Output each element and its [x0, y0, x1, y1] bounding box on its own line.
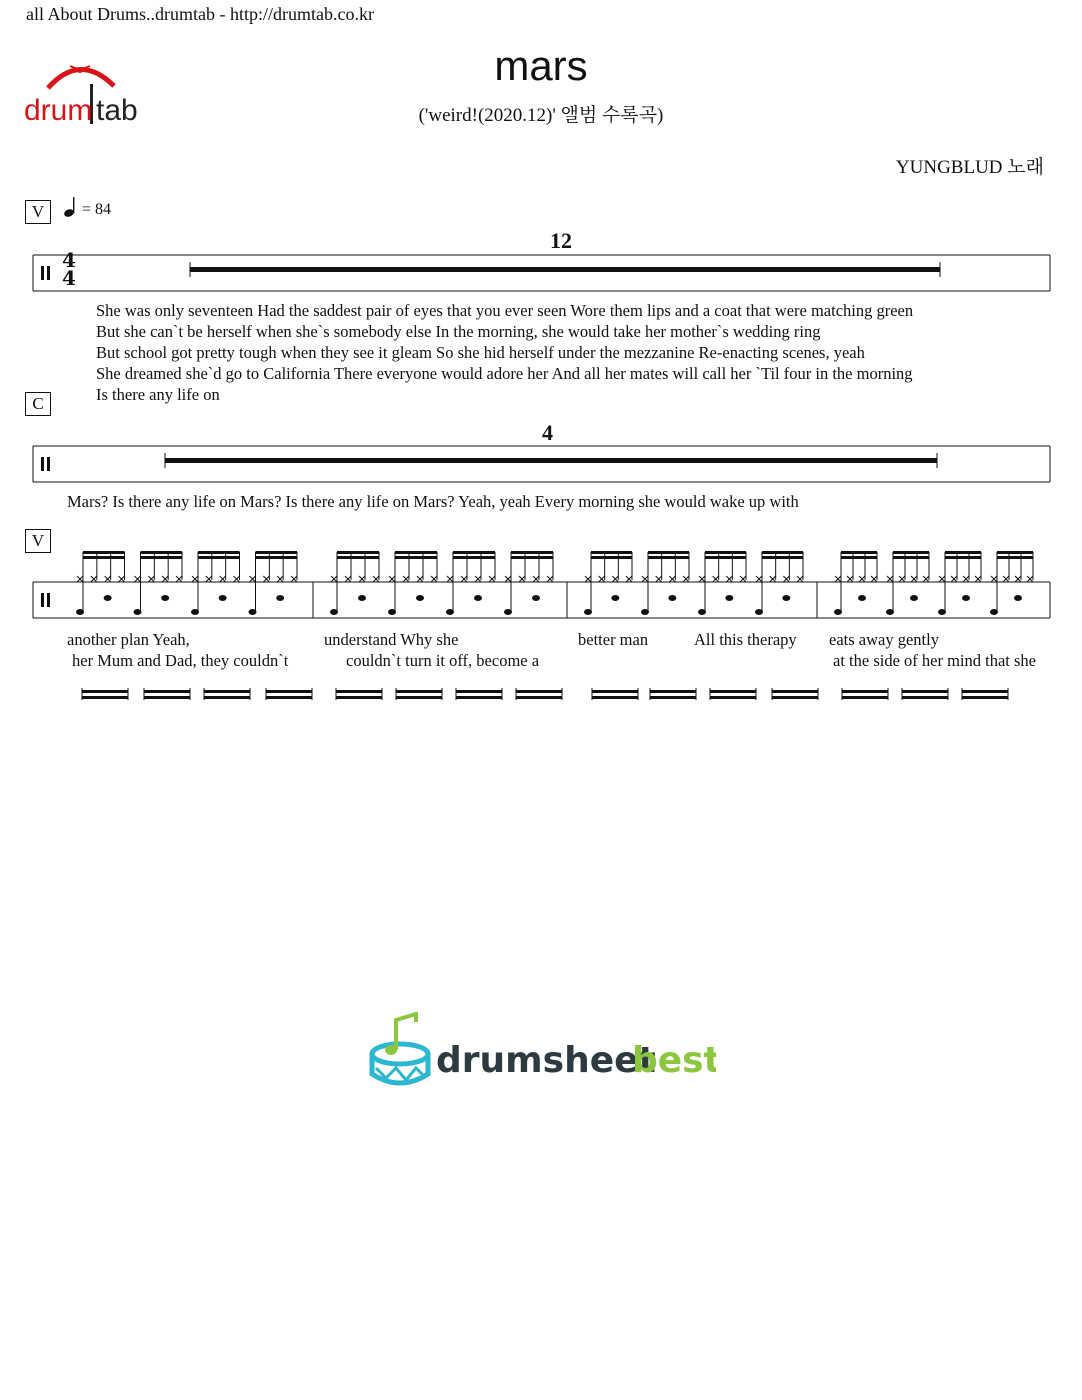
snare-note: [219, 595, 227, 601]
snare-note: [358, 595, 366, 601]
hihat-note: [756, 576, 762, 582]
staff-3: [33, 551, 1050, 618]
quarter-note-icon: [64, 196, 78, 218]
hihat-note: [519, 576, 525, 582]
snare-note: [962, 595, 970, 601]
drumtab-logo-text-left: drum: [24, 94, 93, 127]
multi-rest-bar: [165, 458, 937, 463]
snare-note: [668, 595, 676, 601]
hihat-note: [135, 576, 141, 582]
hihat-note: [359, 576, 365, 582]
hihat-note: [220, 576, 226, 582]
hihat-note: [119, 576, 125, 582]
hihat-note: [77, 576, 83, 582]
lyric-fragment: her Mum and Dad, they couldn`t: [72, 651, 289, 670]
hihat-note: [417, 576, 423, 582]
hihat-note: [871, 576, 877, 582]
hihat-note: [331, 576, 337, 582]
hihat-note: [797, 576, 803, 582]
bass-drum-note: [134, 609, 142, 615]
hihat-note: [206, 576, 212, 582]
hihat-note: [699, 576, 705, 582]
song-artist: YUNGBLUD 노래: [895, 157, 1044, 178]
bass-drum-note: [698, 609, 706, 615]
bass-drum-note: [755, 609, 763, 615]
hihat-note: [447, 576, 453, 582]
hihat-note: [505, 576, 511, 582]
multi-rest-count-12: 12: [550, 228, 572, 253]
tempo-value: = 84: [82, 201, 112, 218]
drumtab-logo-text-right: tab: [96, 94, 138, 127]
hihat-note: [585, 576, 591, 582]
lyric-fragment: at the side of her mind that she: [833, 651, 1036, 670]
snare-note: [611, 595, 619, 601]
lyric-line: Mars? Is there any life on Mars? Is there any life on Mars? Yeah, yeah Every morning she would wake up with: [67, 492, 799, 511]
percussion-clef-icon: [41, 266, 44, 280]
bass-drum-note: [584, 609, 592, 615]
hihat-note: [431, 576, 437, 582]
hihat-note: [489, 576, 495, 582]
hihat-note: [626, 576, 632, 582]
drumsheetbest-logo: [366, 1012, 716, 1097]
bass-drum-note: [990, 609, 998, 615]
hihat-note: [533, 576, 539, 582]
hihat-note: [234, 576, 240, 582]
percussion-clef-icon: [41, 457, 44, 471]
hihat-note: [847, 576, 853, 582]
lyric-fragment: understand Why she: [324, 630, 459, 649]
hihat-note: [963, 576, 969, 582]
lyric-line: Is there any life on: [96, 385, 220, 404]
lyric-fragment: eats away gently: [829, 630, 939, 649]
lyric-line: She dreamed she`d go to California There everyone would adore her And all her mates will call her `Til four in the morning: [96, 364, 913, 383]
drum-icon: [372, 1014, 428, 1083]
song-subtitle: ('weird!(2020.12)' 앨범 수록곡): [418, 105, 664, 126]
hihat-note: [345, 576, 351, 582]
snare-note: [910, 595, 918, 601]
snare-note: [725, 595, 733, 601]
hihat-note: [1015, 576, 1021, 582]
lyric-fragment: All this therapy: [694, 630, 797, 649]
hihat-note: [547, 576, 553, 582]
hihat-note: [250, 576, 256, 582]
hihat-note: [656, 576, 662, 582]
snare-note: [858, 595, 866, 601]
snare-note: [161, 595, 169, 601]
hihat-note: [683, 576, 689, 582]
hihat-note: [923, 576, 929, 582]
hihat-note: [277, 576, 283, 582]
hihat-note: [148, 576, 154, 582]
hihat-note: [911, 576, 917, 582]
drumsheetbest-logo-text-green: best: [632, 1040, 716, 1081]
bass-drum-note: [388, 609, 396, 615]
snare-note: [104, 595, 112, 601]
hihat-note: [713, 576, 719, 582]
hihat-note: [726, 576, 732, 582]
hihat-note: [192, 576, 198, 582]
hihat-note: [887, 576, 893, 582]
hihat-note: [176, 576, 182, 582]
hihat-note: [939, 576, 945, 582]
hihat-note: [783, 576, 789, 582]
bass-drum-note: [191, 609, 199, 615]
lyric-line: But school got pretty tough when they see it gleam So she hid herself under the mezzanine Re-enacting scenes, yeah: [96, 343, 865, 362]
hihat-note: [1027, 576, 1033, 582]
staff-1: [33, 255, 1050, 291]
lyric-fragment: better man: [578, 630, 649, 649]
hihat-note: [975, 576, 981, 582]
drum-notes: [76, 551, 1033, 615]
time-signature-bottom: 4: [62, 266, 76, 290]
snare-note: [276, 595, 284, 601]
source-header: all About Drums..drumtab - http://drumtab.co.kr: [26, 4, 374, 24]
rehearsal-marker-verse-2: V: [25, 529, 51, 553]
snare-note: [1014, 595, 1022, 601]
hihat-note: [669, 576, 675, 582]
hihat-note: [859, 576, 865, 582]
hihat-note: [599, 576, 605, 582]
drumsheetbest-logo-text-dark: drumsheet: [436, 1040, 656, 1081]
lyric-fragment: couldn`t turn it off, become a: [346, 651, 540, 670]
next-system-beams: [0, 688, 1082, 730]
hihat-note: [263, 576, 269, 582]
hihat-note: [1003, 576, 1009, 582]
hihat-note: [403, 576, 409, 582]
tempo-marking: [64, 196, 111, 219]
hihat-note: [373, 576, 379, 582]
rehearsal-marker-chorus: C: [25, 392, 51, 416]
hihat-note: [951, 576, 957, 582]
time-signature-top: 4: [62, 248, 76, 272]
hihat-note: [835, 576, 841, 582]
multi-rest-bar: [190, 267, 940, 272]
bass-drum-note: [504, 609, 512, 615]
hihat-note: [991, 576, 997, 582]
bass-drum-note: [249, 609, 257, 615]
bass-drum-note: [641, 609, 649, 615]
hihat-note: [461, 576, 467, 582]
song-title: mars: [494, 42, 588, 89]
snare-note: [474, 595, 482, 601]
bass-drum-note: [76, 609, 84, 615]
hihat-note: [162, 576, 168, 582]
staff-2: [33, 446, 1050, 482]
hihat-note: [770, 576, 776, 582]
bass-drum-note: [330, 609, 338, 615]
bass-drum-note: [886, 609, 894, 615]
hihat-note: [642, 576, 648, 582]
rehearsal-marker-verse-1: V: [25, 200, 51, 224]
snare-note: [782, 595, 790, 601]
snare-note: [532, 595, 540, 601]
bass-drum-note: [834, 609, 842, 615]
percussion-clef-icon: [41, 593, 44, 607]
hihat-note: [899, 576, 905, 582]
bass-drum-note: [446, 609, 454, 615]
hihat-note: [389, 576, 395, 582]
hihat-note: [291, 576, 297, 582]
lyric-line: But she can`t be herself when she`s somebody else In the morning, she would take her mother`s wedding ring: [96, 322, 821, 341]
hihat-note: [612, 576, 618, 582]
hihat-note: [91, 576, 97, 582]
hihat-note: [105, 576, 111, 582]
lyric-line: She was only seventeen Had the saddest pair of eyes that you ever seen Wore them lips and a coat that were matching green: [96, 301, 914, 320]
bass-drum-note: [938, 609, 946, 615]
time-signature: [62, 248, 76, 290]
hihat-note: [740, 576, 746, 582]
snare-note: [416, 595, 424, 601]
lyric-fragment: another plan Yeah,: [67, 630, 190, 649]
hihat-note: [475, 576, 481, 582]
multi-rest-count-4: 4: [542, 420, 553, 445]
